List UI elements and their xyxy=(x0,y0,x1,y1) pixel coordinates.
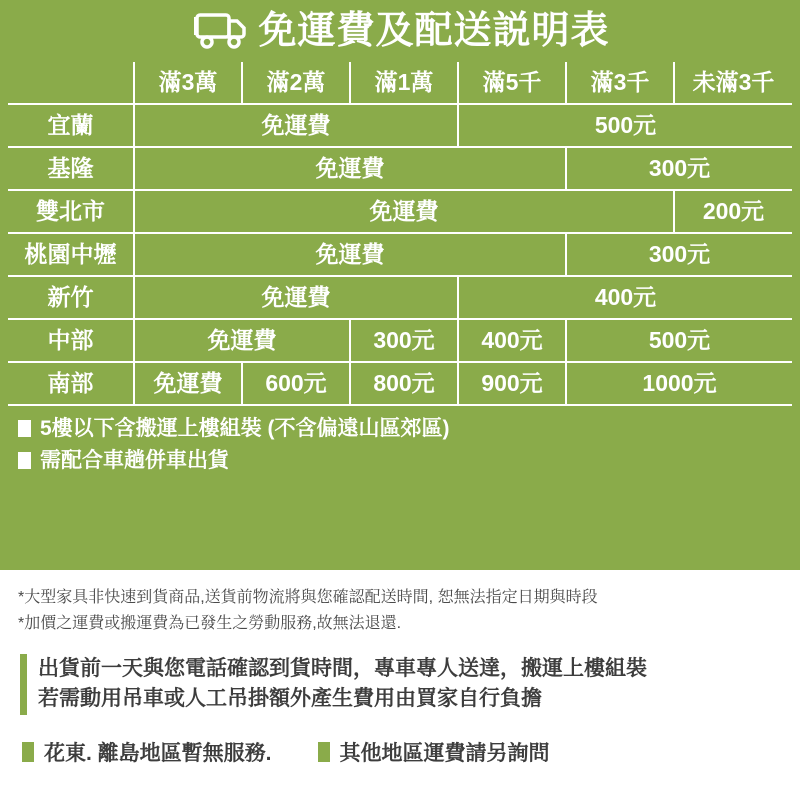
table-header-cell: 未滿3千 xyxy=(674,62,792,104)
page-header xyxy=(0,0,800,62)
fee-cell: 400元 xyxy=(458,319,566,362)
fee-cell: 500元 xyxy=(566,319,792,362)
note-text: 5樓以下含搬運上樓組裝 (不含偏遠山區郊區) xyxy=(40,417,450,440)
service-area-row xyxy=(22,737,786,767)
table-row xyxy=(8,233,792,276)
fee-cell: 免運費 xyxy=(134,362,242,405)
table-header-cell xyxy=(8,62,134,104)
table-header-cell: 滿2萬 xyxy=(242,62,350,104)
accent-bar xyxy=(20,654,27,715)
fee-cell: 免運費 xyxy=(134,190,674,233)
fine-print-line: *加價之運費或搬運費為已發生之勞動服務,故無法退還. xyxy=(18,615,402,632)
highlight-text xyxy=(38,654,647,715)
list-item xyxy=(18,448,782,473)
fee-cell: 300元 xyxy=(566,233,792,276)
service-area-left-text: 花東. 離島地區暫無服務. xyxy=(44,741,272,765)
disclaimer-panel xyxy=(0,570,800,800)
highlight-line: 若需動用吊車或人工吊掛額外產生費用由買家自行負擔 xyxy=(38,687,542,711)
fee-cell: 300元 xyxy=(566,147,792,190)
region-cell: 新竹 xyxy=(8,276,134,319)
table-header-cell: 滿3千 xyxy=(566,62,674,104)
fee-cell: 800元 xyxy=(350,362,458,405)
highlight-line: 出貨前一天與您電話確認到貨時間，專車專人送達，搬運上樓組裝 xyxy=(38,657,647,680)
table-header-row xyxy=(8,62,792,104)
fee-cell: 免運費 xyxy=(134,233,566,276)
region-cell: 宜蘭 xyxy=(8,104,134,147)
service-area-right-text: 其他地區運費請另詢問 xyxy=(339,741,550,765)
region-cell: 雙北市 xyxy=(8,190,134,233)
fee-cell: 300元 xyxy=(350,319,458,362)
fee-cell: 200元 xyxy=(674,190,792,233)
table-header-cell: 滿5千 xyxy=(458,62,566,104)
table-row xyxy=(8,319,792,362)
square-bullet-icon xyxy=(18,420,31,437)
fee-cell: 900元 xyxy=(458,362,566,405)
list-item xyxy=(18,416,782,441)
fee-cell: 免運費 xyxy=(134,147,566,190)
table-row xyxy=(8,362,792,405)
table-header-cell: 滿3萬 xyxy=(134,62,242,104)
table-row xyxy=(8,276,792,319)
fee-cell: 1000元 xyxy=(566,362,792,405)
fee-cell: 免運費 xyxy=(134,319,350,362)
freight-table xyxy=(8,62,792,406)
notes-list xyxy=(0,406,800,473)
fee-cell: 免運費 xyxy=(134,276,458,319)
table-row xyxy=(8,104,792,147)
fee-cell: 免運費 xyxy=(134,104,458,147)
table-row xyxy=(8,147,792,190)
fee-cell: 600元 xyxy=(242,362,350,405)
square-bullet-icon xyxy=(18,452,31,469)
note-text: 需配合車趟併車出貨 xyxy=(40,449,229,473)
highlight-block xyxy=(20,654,786,715)
table-header-cell: 滿1萬 xyxy=(350,62,458,104)
fee-cell: 400元 xyxy=(458,276,792,319)
region-cell: 南部 xyxy=(8,362,134,405)
square-bullet-icon xyxy=(22,742,34,762)
fine-print-line: *大型家具非快速到貨商品,送貨前物流將與您確認配送時間, 恕無法指定日期與時段 xyxy=(18,589,598,606)
region-cell: 基隆 xyxy=(8,147,134,190)
table-body xyxy=(8,104,792,405)
square-bullet-icon xyxy=(318,742,330,762)
region-cell: 桃園中壢 xyxy=(8,233,134,276)
delivery-truck-icon xyxy=(190,11,248,51)
table-row xyxy=(8,190,792,233)
freight-table-wrap xyxy=(0,62,800,406)
region-cell: 中部 xyxy=(8,319,134,362)
fee-cell: 500元 xyxy=(458,104,792,147)
page-title: 免運費及配送説明表 xyxy=(258,10,610,52)
